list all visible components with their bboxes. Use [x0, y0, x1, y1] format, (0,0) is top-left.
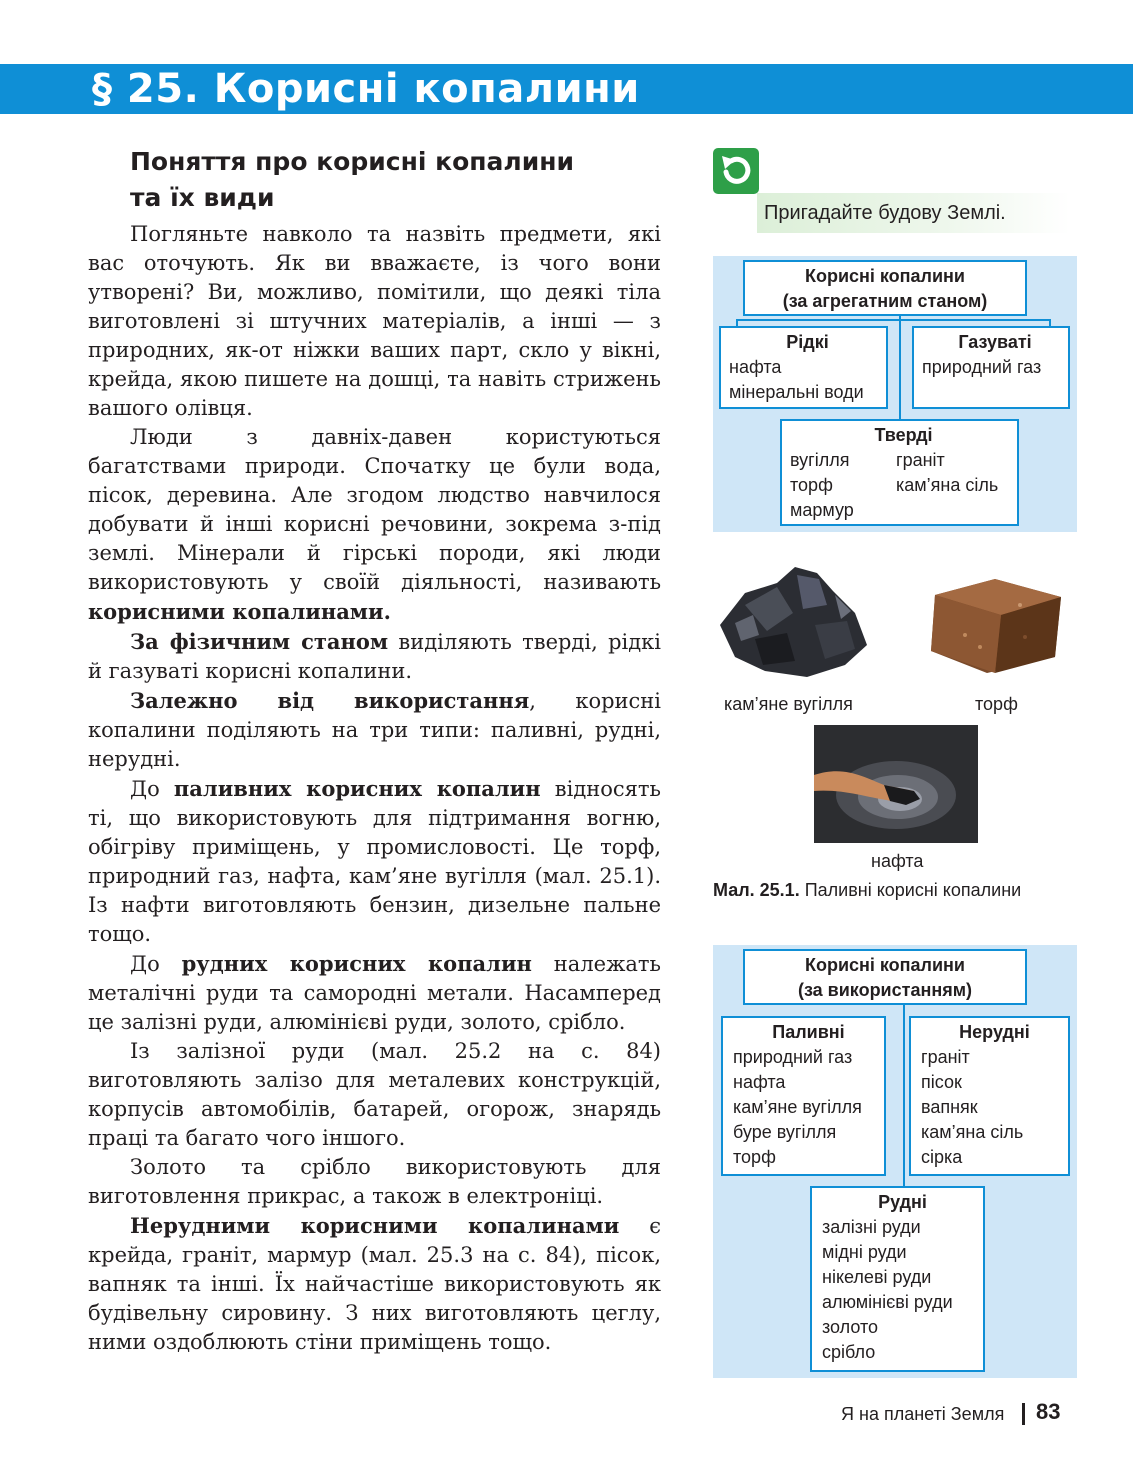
ore-item: нікелеві руди [822, 1267, 932, 1287]
nonmetal-node [909, 1016, 1070, 1176]
liquid-node [719, 326, 888, 409]
solid-item: торф [790, 475, 833, 495]
recall-text: Пригадайте будову Землі. [764, 202, 1006, 224]
ore-item: залізні руди [822, 1217, 921, 1237]
body-text [88, 220, 661, 1357]
paragraph-4 [88, 686, 661, 774]
solid-item: мармур [790, 500, 854, 520]
gas-node [912, 326, 1070, 409]
root-node [743, 260, 1027, 316]
paragraph-2-text: Люди з давніх-давен користуються багатствами природи. Спочатку це були вода, пісок, деревина. Але згодом людство навчилося добувати й інші корисні речовини, зокрема з-під землі. Мінерали й гірські породи, які люди використовують у своїй діяльності, називають [88, 425, 661, 594]
paragraph-5-text: відносять ті, що використовують для підтримання вогню, обігріву приміщень, у промисловості. Це торф, природний газ, нафта, кам’яне вугілля (мал. 25.1). Із нафти виготовляють бензин, дизельне пальне тощо. [88, 777, 661, 946]
ore-title: Рудні [878, 1192, 927, 1212]
coal-photo [715, 565, 875, 680]
solid-node [780, 419, 1019, 526]
fuel-item: природний газ [733, 1047, 853, 1067]
ore-item: алюмінієві руди [822, 1292, 953, 1312]
term-nonmetal-minerals: Нерудними корисними копалинами [130, 1213, 620, 1238]
root-node-line2: (за агрегатним станом) [782, 291, 988, 311]
recall-arrow-icon [713, 148, 759, 194]
fuel-item: нафта [733, 1072, 786, 1092]
root-node-line1: Корисні копалини [804, 266, 965, 286]
paragraph-6 [88, 949, 661, 1037]
nonmetal-item: вапняк [921, 1097, 978, 1117]
root-node-line2: (за використанням) [797, 980, 973, 1000]
paragraph-2 [88, 423, 661, 627]
liquid-item: мінеральні води [729, 382, 864, 402]
term-ore-minerals: рудних корисних копалин [181, 951, 532, 976]
paragraph-6-start: До [130, 952, 182, 976]
connector [736, 319, 1051, 321]
footer-divider [1022, 1403, 1025, 1425]
solid-item: вугілля [790, 450, 850, 470]
solid-col1 [790, 448, 854, 523]
fuel-node [721, 1016, 886, 1176]
root-node-line1: Корисні копалини [804, 955, 965, 975]
paragraph-1: Погляньте навколо та назвіть предмети, які вас оточують. Як ви вважаєте, із чого вони утворені? Ви, можливо, помітили, що деякі тіла виготовлені зі штучних матеріалів, а інші — з природних, як-от ніжки ваших парт, скло у вікні, крейда, якою пишете на дошці, та навіть стрижень вашого олівця. [88, 222, 661, 420]
figure-caption-text: Паливні корисні копалини [799, 880, 1022, 900]
paragraph-2-end: . [383, 599, 391, 624]
term-usage: Залежно від використання [130, 688, 530, 713]
nonmetal-item: пісок [921, 1072, 962, 1092]
paragraph-3 [88, 627, 661, 686]
diagram-usage [713, 945, 1077, 1378]
fuel-item: торф [733, 1147, 776, 1167]
liquid-item: нафта [729, 357, 782, 377]
connector [899, 314, 901, 420]
term-minerals: корисними копалинами [88, 599, 384, 624]
solid-item: граніт [896, 450, 945, 470]
gas-item: природний газ [922, 357, 1042, 377]
connector [903, 1003, 905, 1188]
paragraph-6-text: належать металічні руди та самородні метали. Насамперед це залізні руди, алюмінієві руди, золото, срібло. [88, 952, 661, 1034]
section-heading-line2: та їх види [130, 183, 275, 212]
solid-title: Тверді [874, 425, 933, 445]
oil-label: нафта [871, 851, 924, 871]
term-fuel-minerals: паливних корисних копалин [173, 776, 541, 801]
liquid-title: Рідкі [786, 332, 829, 352]
paragraph-5-start: До [130, 777, 174, 801]
nonmetal-item: кам’яна сіль [921, 1122, 1024, 1142]
ore-node [810, 1186, 985, 1372]
paragraph-3-text: виділяють тверді, рідкі й газуваті корисні копалини. [88, 630, 661, 683]
coal-label: кам’яне вугілля [724, 694, 853, 714]
fuel-item: буре вугілля [733, 1122, 837, 1142]
diagram-physical-state [713, 256, 1077, 532]
nonmetal-item: сірка [921, 1147, 963, 1167]
section-heading [130, 144, 670, 216]
nonmetal-title: Нерудні [959, 1022, 1030, 1042]
term-physical-state: За фізичним станом [130, 629, 389, 654]
footer-book-title: Я на планеті Земля [841, 1404, 1005, 1424]
paragraph-8: Золото та срібло використовують для виготовлення прикрас, а також в електроніці. [88, 1155, 661, 1208]
solid-col2 [896, 448, 998, 498]
paragraph-4-text: , корисні копалини поділяють на три типи: паливні, рудні, нерудні. [88, 689, 661, 771]
paragraph-5 [88, 774, 661, 949]
ore-item: мідні руди [822, 1242, 907, 1262]
oil-photo [814, 725, 978, 843]
page-number: 83 [1036, 1399, 1061, 1424]
peat-photo [925, 575, 1065, 675]
paragraph-7: Із залізної руди (мал. 25.2 на с. 84) виготовляють залізо для металевих конструкцій, корпусів автомобілів, батарей, огорож, знарядь праці та багато чого іншого. [88, 1039, 661, 1150]
paragraph-9-text: є крейда, граніт, мармур (мал. 25.3 на с. 84), пісок, вапняк та інші. Їх найчастіше використовують як будівельну сировину. З них виготовляють цеглу, ними оздоблюють стіни приміщень тощо. [88, 1214, 661, 1354]
nonmetal-item: граніт [921, 1047, 970, 1067]
solid-item: кам’яна сіль [896, 475, 999, 495]
page-title: § 25. Корисні копалини [92, 66, 640, 112]
ore-item: срібло [822, 1342, 876, 1362]
figure-caption [713, 880, 1021, 901]
root-node [743, 949, 1027, 1005]
fuel-item: кам’яне вугілля [733, 1097, 862, 1117]
peat-label: торф [975, 694, 1018, 714]
fuel-title: Паливні [772, 1022, 845, 1042]
section-heading-line1: Поняття про корисні копалини [130, 147, 575, 176]
figure-number: Мал. 25.1. [713, 880, 800, 900]
ore-item: золото [822, 1317, 879, 1337]
paragraph-9 [88, 1211, 661, 1357]
gas-title: Газуваті [958, 332, 1032, 352]
